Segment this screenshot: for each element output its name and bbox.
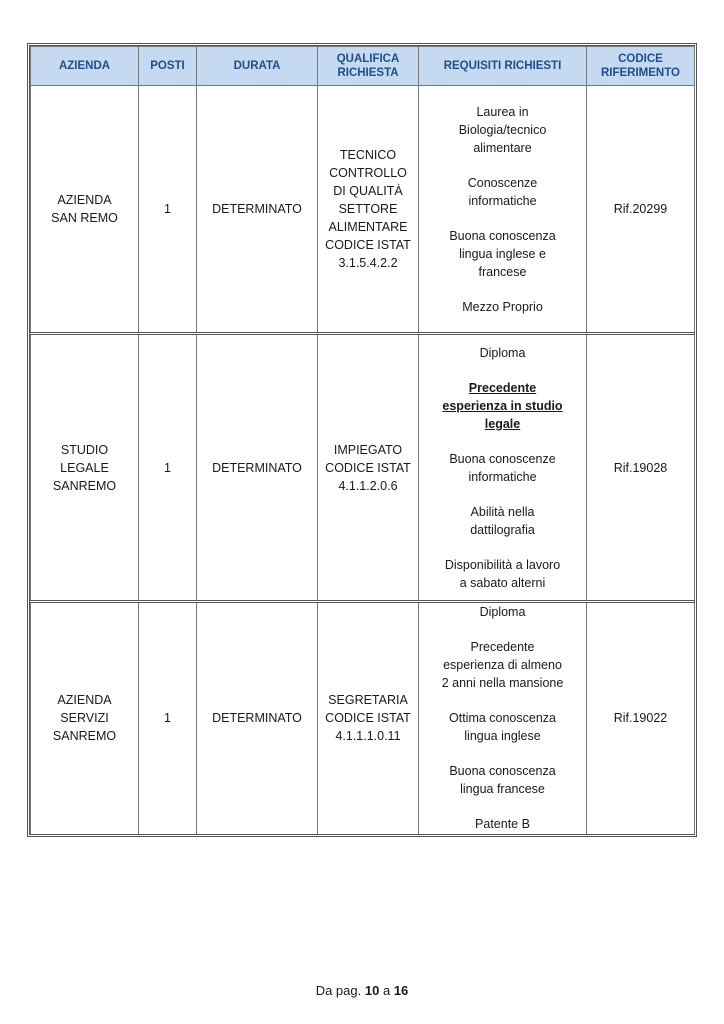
- cell-durata: DETERMINATO: [197, 602, 318, 834]
- cell-line: SANREMO: [52, 729, 117, 744]
- requirement-line: lingua inglese e: [459, 246, 546, 261]
- header-row: [31, 47, 695, 86]
- requirement-gap: [425, 281, 580, 298]
- requirement-line: a sabato alterni: [459, 575, 546, 590]
- cell-posti: 1: [139, 334, 197, 602]
- requirement-gap: [425, 433, 580, 450]
- cell-qualifica: [318, 86, 419, 334]
- cell-line: 4.1.1.2.0.6: [338, 478, 398, 493]
- cell-azienda: [31, 602, 139, 834]
- table-row: [31, 602, 695, 834]
- cell-posti: 1: [139, 602, 197, 834]
- cell-line: DI QUALITÀ: [333, 184, 403, 198]
- footer-prefix: Da pag.: [315, 983, 362, 998]
- cell-qualifica: [318, 602, 419, 834]
- requirement-line: lingua inglese: [464, 729, 541, 744]
- requirement-line: informatiche: [468, 469, 537, 484]
- requirement-line: Buona conoscenze: [449, 451, 556, 466]
- requirement-gap: [425, 539, 580, 556]
- requirement-line: Diploma: [479, 605, 526, 620]
- requirement-gap: [425, 362, 580, 379]
- cell-line: SETTORE: [338, 202, 398, 216]
- requirement-line: Abilità nella: [470, 504, 535, 519]
- requirement-line: francese: [478, 264, 527, 279]
- cell-line: CODICE ISTAT: [325, 460, 411, 475]
- header-requisiti: REQUISITI RICHIESTI: [419, 47, 587, 86]
- cell-codice: Rif.19022: [587, 602, 695, 834]
- cell-line: CODICE ISTAT: [325, 711, 411, 726]
- cell-line: SANREMO: [52, 478, 117, 493]
- cell-qualifica: [318, 334, 419, 602]
- requirement-line: Disponibilità a lavoro: [444, 557, 561, 572]
- header-codice: CODICE RIFERIMENTO: [587, 47, 695, 86]
- cell-durata: DETERMINATO: [197, 86, 318, 334]
- requirement-line: Conoscenze: [467, 175, 538, 190]
- requirement-gap: [425, 798, 580, 815]
- requirement-line: Precedente: [470, 640, 535, 655]
- table-row: [31, 334, 695, 602]
- requirement-line: Biologia/tecnico: [458, 122, 547, 137]
- requirement-line: esperienza di almeno: [443, 658, 562, 673]
- requirement-line: Mezzo Proprio: [462, 299, 543, 314]
- requirement-gap: [425, 621, 580, 638]
- requirement-line: Diploma: [479, 345, 526, 360]
- cell-codice: Rif.20299: [587, 86, 695, 334]
- cell-requisiti: [419, 86, 587, 334]
- cell-durata: DETERMINATO: [197, 334, 318, 602]
- table-body: [31, 86, 695, 834]
- job-offers-table: [30, 46, 695, 834]
- header-posti: POSTI: [139, 47, 197, 86]
- header-qualifica: QUALIFICA RICHIESTA: [318, 47, 419, 86]
- cell-requisiti: [419, 602, 587, 834]
- cell-line: AZIENDA: [57, 193, 112, 207]
- header-azienda: AZIENDA: [31, 47, 139, 86]
- requirement-gap: [425, 210, 580, 227]
- requirement-line: dattilografia: [470, 522, 535, 537]
- header-durata: DURATA: [197, 47, 318, 86]
- requirement-line: alimentare: [473, 140, 532, 155]
- cell-line: 4.1.1.1.0.11: [335, 729, 401, 744]
- cell-line: SEGRETARIA: [328, 693, 408, 708]
- cell-azienda: [31, 86, 139, 334]
- cell-line: SERVIZI: [60, 711, 109, 726]
- requirement-line: lingua francese: [460, 782, 545, 797]
- footer-total-pages: 16: [393, 983, 409, 998]
- table-row: [31, 86, 695, 334]
- requirement-gap: [425, 486, 580, 503]
- cell-azienda: [31, 334, 139, 602]
- cell-line: AZIENDA: [57, 693, 112, 708]
- footer-current-page: 10: [364, 983, 380, 998]
- cell-line: STUDIO LEGALE: [60, 442, 109, 475]
- cell-line: ALIMENTARE: [328, 220, 408, 234]
- footer-middle: a: [382, 983, 391, 998]
- requirement-gap: [425, 692, 580, 709]
- requirement-line: Buona conoscenza: [449, 228, 556, 243]
- cell-line: TECNICO: [339, 148, 397, 162]
- requirement-line: Ottima conoscenza: [449, 711, 556, 726]
- page-footer: [0, 983, 724, 998]
- requirement-gap: [425, 745, 580, 762]
- requirement-line: Laurea in: [476, 104, 529, 119]
- cell-line: IMPIEGATO: [333, 442, 403, 457]
- cell-line: 3.1.5.4.2.2: [338, 256, 398, 270]
- requirement-line: legale: [484, 416, 521, 431]
- requirement-line: 2 anni nella mansione: [441, 676, 564, 691]
- job-offers-table-frame: [27, 43, 697, 837]
- cell-line: CODICE ISTAT: [325, 238, 411, 252]
- requirement-line: Buona conoscenza: [449, 764, 556, 779]
- cell-line: CONTROLLO: [329, 166, 407, 180]
- cell-codice: Rif.19028: [587, 334, 695, 602]
- requirement-line: Patente B: [475, 817, 530, 832]
- cell-requisiti: [419, 334, 587, 602]
- requirement-line: informatiche: [468, 193, 537, 208]
- requirement-line: Precedente: [468, 380, 537, 395]
- requirement-gap: [425, 157, 580, 174]
- cell-line: SAN REMO: [51, 211, 118, 225]
- requirement-line: esperienza in studio: [442, 398, 563, 413]
- cell-posti: 1: [139, 86, 197, 334]
